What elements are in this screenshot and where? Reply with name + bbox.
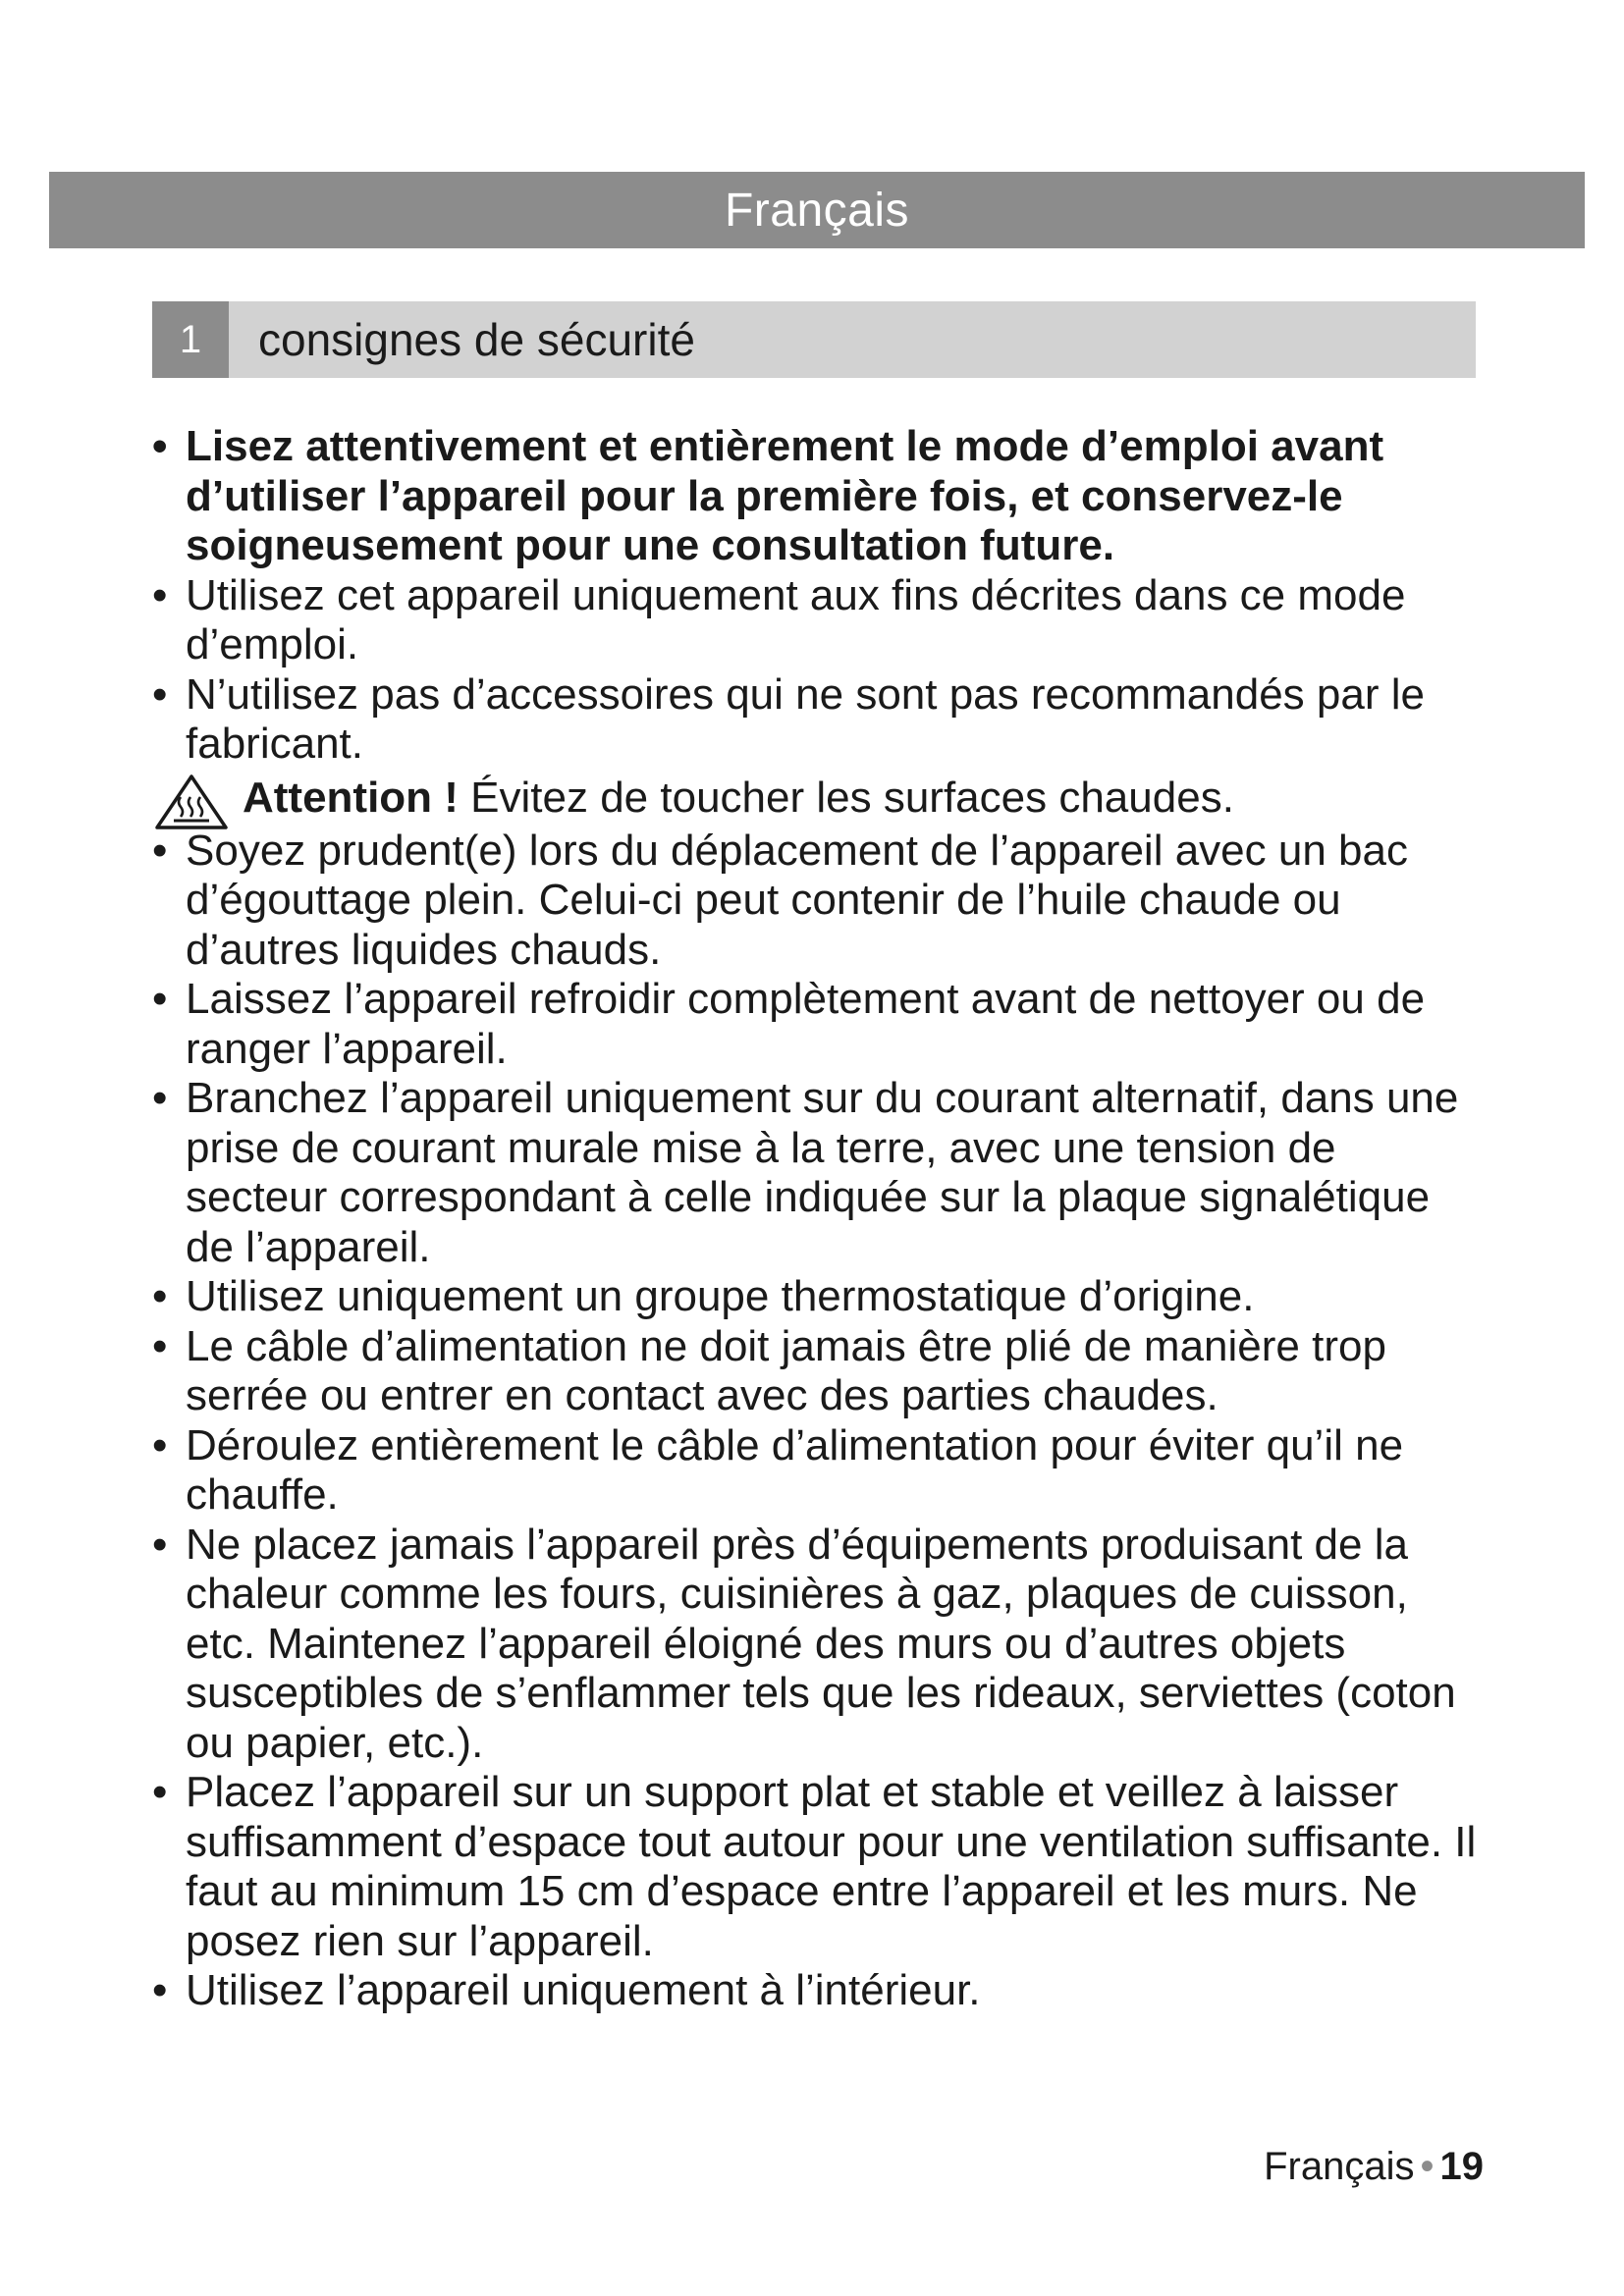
section-title: consignes de sécurité bbox=[258, 314, 695, 365]
footer-language: Français bbox=[1264, 2145, 1415, 2188]
language-banner-label: Français bbox=[724, 184, 910, 237]
warning-label: Attention ! bbox=[243, 773, 459, 822]
page-number: 19 bbox=[1439, 2145, 1484, 2188]
list-item: • Branchez l’appareil uniquement sur du courant alternatif, dans une prise de courant murale mise à la terre, avec une tension de secteur correspondant à celle indiquée sur la plaque signalétique de l’appareil. bbox=[152, 1074, 1488, 1272]
list-item: • Placez l’appareil sur un support plat et stable et veillez à laisser suffisamment d’espace tout autour pour une ventilation suffisante. Il faut au minimum 15 cm d’espace entre l’appareil et les murs. Ne posez rien sur l’appareil. bbox=[152, 1768, 1488, 1966]
warning-text: Évitez de toucher les surfaces chaudes. bbox=[458, 773, 1234, 822]
list-item: • Utilisez uniquement un groupe thermostatique d’origine. bbox=[152, 1272, 1488, 1322]
section-number: 1 bbox=[152, 301, 229, 378]
hot-surface-warning bbox=[152, 772, 1488, 825]
hot-surface-warning-icon bbox=[154, 774, 229, 830]
list-item: • Le câble d’alimentation ne doit jamais être plié de manière trop serrée ou entrer en contact avec des parties chaudes. bbox=[152, 1322, 1488, 1421]
list-item: • Ne placez jamais l’appareil près d’équipements produisant de la chaleur comme les fours, cuisinières à gaz, plaques de cuisson, etc. Maintenez l’appareil éloigné des murs ou d’autres objets susceptibles de s’enflammer tels que les rideaux, serviettes (coton ou papier, etc.). bbox=[152, 1521, 1488, 1769]
list-item: • Soyez prudent(e) lors du déplacement de l’appareil avec un bac d’égouttage plein. Celui-ci peut contenir de l’huile chaude ou d’autres liquides chauds. bbox=[152, 827, 1488, 976]
safety-instructions-list bbox=[152, 422, 1488, 2016]
language-banner bbox=[49, 172, 1585, 248]
footer-separator: • bbox=[1420, 2145, 1435, 2188]
list-item: • Déroulez entièrement le câble d’alimentation pour éviter qu’il ne chauffe. bbox=[152, 1421, 1488, 1521]
list-item: • Utilisez l’appareil uniquement à l’intérieur. bbox=[152, 1966, 1488, 2016]
list-item: • Utilisez cet appareil uniquement aux fins décrites dans ce mode d’emploi. bbox=[152, 571, 1488, 670]
list-item: • Laissez l’appareil refroidir complètement avant de nettoyer ou de ranger l’appareil. bbox=[152, 975, 1488, 1074]
list-item-important: • Lisez attentivement et entièrement le mode d’emploi avant d’utiliser l’appareil pour la première fois, et conservez-le soigneusement pour une consultation future. bbox=[152, 422, 1488, 571]
list-item: • N’utilisez pas d’accessoires qui ne sont pas recommandés par le fabricant. bbox=[152, 670, 1488, 770]
section-header bbox=[152, 301, 1476, 378]
page-footer bbox=[1264, 2145, 1484, 2189]
